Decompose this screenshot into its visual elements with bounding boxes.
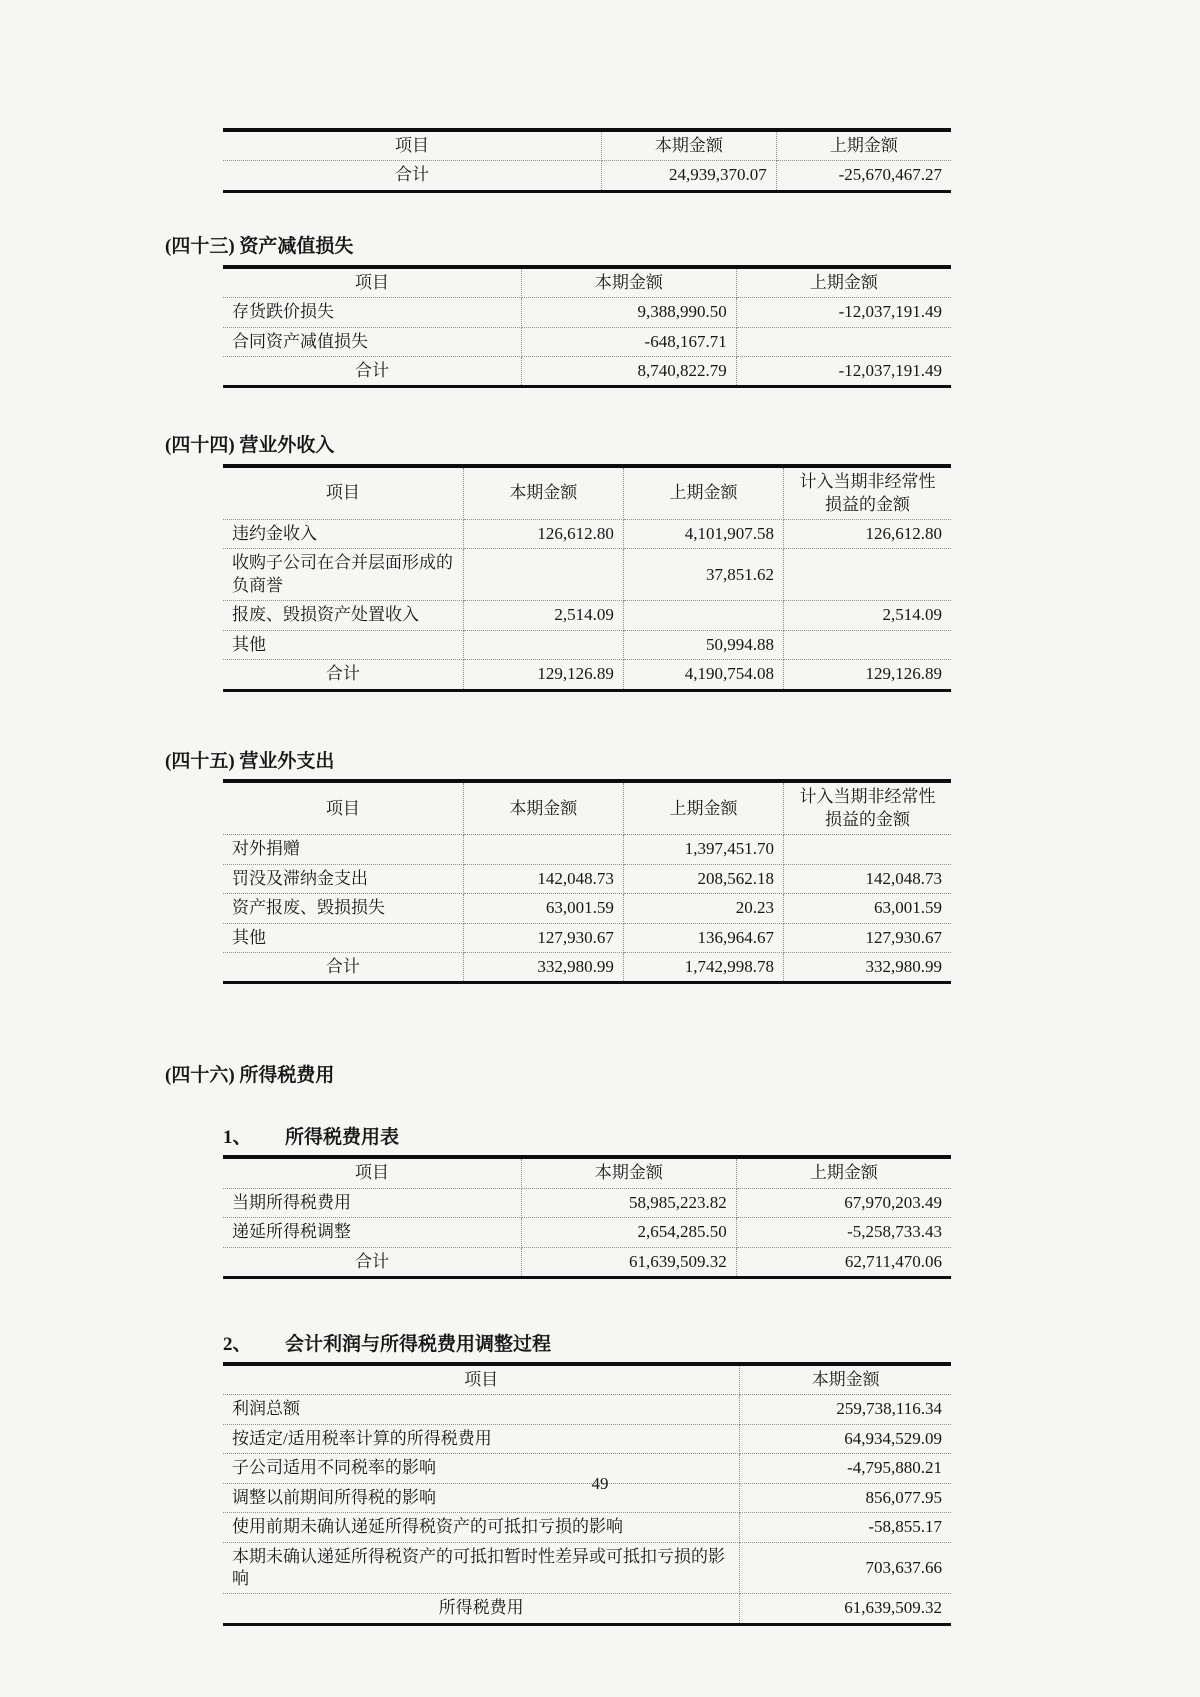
row-prior: 208,562.18 [623,864,783,893]
row-label: 其他 [223,630,463,659]
table-row [223,1188,951,1217]
total-current: 24,939,370.07 [602,161,777,191]
header-current-amount: 本期金额 [602,130,777,161]
total-label: 合计 [223,953,463,983]
table-row [223,630,951,659]
row-label: 罚没及滞纳金支出 [223,864,463,893]
row-current: 127,930.67 [463,923,623,952]
total-current: 8,740,822.79 [521,356,736,386]
header-current-amount: 本期金额 [463,781,623,834]
table-non-operating-expenses [223,779,951,984]
row-nonrecurring [784,549,951,601]
row-prior [623,601,783,630]
row-prior: -5,258,733.43 [736,1218,951,1247]
row-current: 2,654,285.50 [521,1218,736,1247]
row-label: 资产报废、毁损损失 [223,894,463,923]
row-current: 58,985,223.82 [521,1188,736,1217]
table-row [223,1395,951,1424]
table-row [223,549,951,601]
row-label: 合同资产减值损失 [223,327,521,356]
header-item: 项目 [223,466,463,519]
row-label: 存货跌价损失 [223,298,521,327]
row-nonrecurring: 63,001.59 [784,894,951,923]
table-row [223,601,951,630]
row-nonrecurring: 127,930.67 [784,923,951,952]
total-row [223,953,951,983]
row-current: -58,855.17 [740,1513,951,1542]
row-nonrecurring [784,835,951,864]
total-current: 61,639,509.32 [844,1598,942,1618]
row-prior: 4,101,907.58 [623,520,783,549]
header-prior-amount: 上期金额 [623,466,783,519]
row-label: 按适定/适用税率计算的所得税费用 [223,1424,740,1453]
row-prior: 1,397,451.70 [623,835,783,864]
table-row [223,1218,951,1247]
total-current: 332,980.99 [463,953,623,983]
row-current: 126,612.80 [463,520,623,549]
row-label: 收购子公司在合并层面形成的负商誉 [223,549,463,601]
row-label: 本期未确认递延所得税资产的可抵扣暂时性差异或可抵扣亏损的影响 [223,1542,740,1594]
row-label: 使用前期未确认递延所得税资产的可抵扣亏损的影响 [223,1513,740,1542]
row-current: 64,934,529.09 [740,1424,951,1453]
table-asset-impairment-loss [223,265,951,389]
table-row [223,864,951,893]
row-current [463,549,623,601]
row-current: -648,167.71 [521,327,736,356]
table-non-operating-income [223,464,951,692]
total-row [223,1247,951,1277]
table-row [223,894,951,923]
subsection-number: 2、 [223,1333,252,1355]
total-prior: 4,190,754.08 [623,660,783,690]
table-row [223,923,951,952]
header-item: 项目 [223,781,463,834]
row-current: 703,637.66 [740,1542,951,1594]
table-row [223,1424,951,1453]
table-header-row [223,1157,951,1188]
total-prior: 62,711,470.06 [844,1251,942,1271]
table-header-row [223,466,951,519]
total-label: 合计 [223,161,602,191]
total-nonrecurring: 332,980.99 [865,957,942,976]
row-current: 2,514.09 [463,601,623,630]
row-label: 报废、毁损资产处置收入 [223,601,463,630]
table-row [223,298,951,327]
table-header-row [223,267,951,298]
total-prior: -25,670,467.27 [838,165,942,185]
total-label: 合计 [223,1247,521,1277]
row-current: 63,001.59 [463,894,623,923]
table-continued-total [223,128,951,193]
row-nonrecurring: 2,514.09 [784,601,951,630]
subsection-title: 所得税费用表 [285,1127,400,1149]
total-row [223,161,951,191]
total-row [223,356,951,386]
total-label: 合计 [223,356,521,386]
total-label: 所得税费用 [223,1594,740,1624]
total-current: 61,639,509.32 [521,1247,736,1277]
row-current: 856,077.95 [740,1483,951,1512]
total-label: 合计 [223,660,463,690]
subsection-title: 会计利润与所得税费用调整过程 [285,1333,552,1355]
row-prior: -12,037,191.49 [736,298,951,327]
row-current [463,835,623,864]
row-current: 9,388,990.50 [521,298,736,327]
header-prior-amount: 上期金额 [736,267,951,298]
header-prior-amount: 上期金额 [736,1157,951,1188]
header-item: 项目 [223,1157,521,1188]
page-number: 49 [591,1474,609,1493]
row-prior: 67,970,203.49 [736,1188,951,1217]
row-label: 当期所得税费用 [223,1188,521,1217]
section-title-44: (四十四) 营业外收入 [165,435,335,457]
row-nonrecurring [784,630,951,659]
header-current-amount: 本期金额 [521,1157,736,1188]
row-current: 142,048.73 [463,864,623,893]
header-item: 项目 [223,267,521,298]
row-label: 递延所得税调整 [223,1218,521,1247]
row-current: -4,795,880.21 [740,1454,951,1483]
row-current [463,630,623,659]
row-nonrecurring: 126,612.80 [784,520,951,549]
total-current: 129,126.89 [463,660,623,690]
header-nonrecurring-amount: 计入当期非经常性损益的金额 [784,781,951,834]
subsection-number: 1、 [223,1127,252,1149]
row-label: 利润总额 [223,1395,740,1424]
table-row [223,1542,951,1594]
row-label: 调整以前期间所得税的影响 [223,1483,740,1512]
row-label: 其他 [223,923,463,952]
row-prior [736,327,951,356]
section-title-45: (四十五) 营业外支出 [165,750,335,772]
subsection-heading-tax-reconciliation [223,1329,955,1356]
table-header-row [223,1364,951,1395]
total-row [223,1594,951,1624]
row-label: 违约金收入 [223,520,463,549]
table-header-row [223,130,951,161]
total-prior: -12,037,191.49 [838,360,942,380]
row-current: 259,738,116.34 [740,1395,951,1424]
header-prior-amount: 上期金额 [623,781,783,834]
table-header-row [223,781,951,834]
table-row [223,835,951,864]
table-row [223,327,951,356]
total-row [223,660,951,690]
table-income-tax-expense [223,1155,951,1279]
subsection-heading-income-tax-table [223,1122,955,1149]
header-current-amount: 本期金额 [740,1364,951,1395]
header-current-amount: 本期金额 [521,267,736,298]
row-prior: 50,994.88 [623,630,783,659]
row-nonrecurring: 142,048.73 [784,864,951,893]
row-prior: 20.23 [623,894,783,923]
section-title-43: (四十三) 资产减值损失 [165,235,354,257]
total-prior: 1,742,998.78 [623,953,783,983]
total-nonrecurring: 129,126.89 [865,664,942,684]
section-title-46: (四十六) 所得税费用 [165,1065,335,1087]
table-row [223,520,951,549]
header-nonrecurring-amount: 计入当期非经常性损益的金额 [784,466,951,519]
row-prior: 37,851.62 [623,549,783,601]
header-item: 项目 [223,1364,740,1395]
row-label: 子公司适用不同税率的影响 [223,1454,740,1483]
page-content [165,128,955,1626]
header-current-amount: 本期金额 [463,466,623,519]
row-label: 对外捐赠 [223,835,463,864]
row-prior: 136,964.67 [623,923,783,952]
header-prior-amount: 上期金额 [776,130,951,161]
header-item: 项目 [223,130,602,161]
table-row [223,1513,951,1542]
